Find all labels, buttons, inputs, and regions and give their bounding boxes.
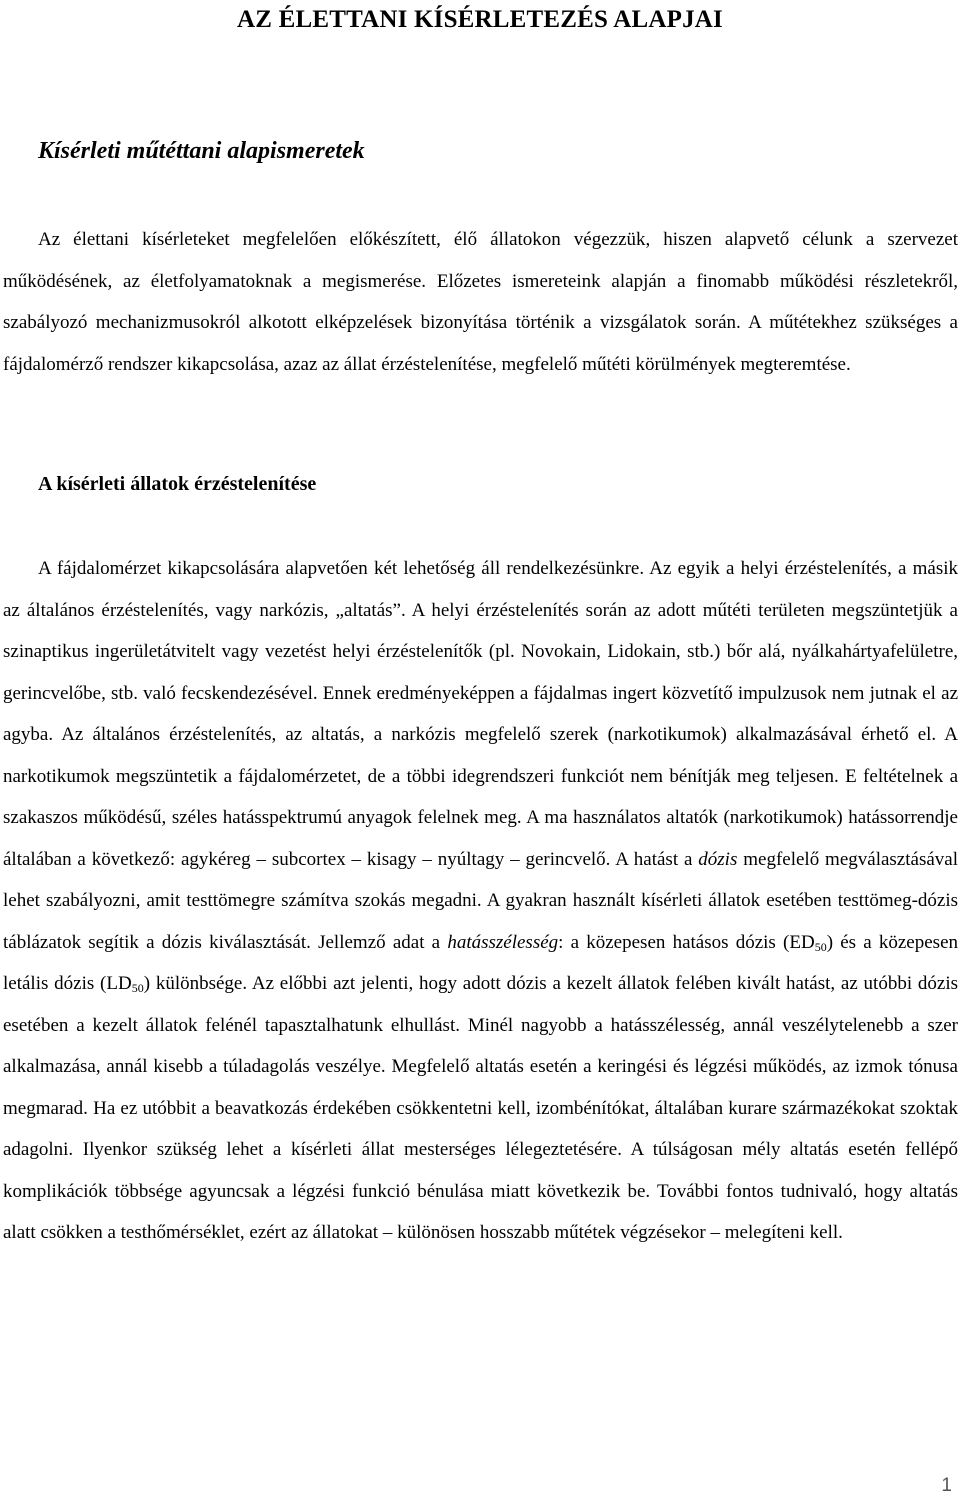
anesthesia-paragraph (3, 548, 958, 1254)
emphasis-effect-range: hatásszélesség (447, 931, 559, 953)
subscript-ld: 50 (131, 981, 144, 995)
intro-paragraph: Az élettani kísérleteket megfelelően előkészített, élő állatokon végezzük, hiszen alapvető célunk a szervezet működésének, az életfolyamatoknak a megismerése. Előzetes ismereteink alapján a finomabb működési részletekről, szabályozó mechanizmusokról alkotott elképzelések bizonyítása történik a vizsgálatok során. A műtétekhez szükséges a fájdalomérző rendszer kikapcsolása, azaz az állat érzéstelenítése, megfelelő műtéti körülmények megteremtése. (3, 229, 958, 375)
paragraph-text-4: ) és a közepesen letális dózis (LD (3, 931, 959, 994)
document-title: AZ ÉLETTANI KÍSÉRLETEZÉS ALAPJAI (237, 6, 723, 33)
page-number: 1 (941, 1475, 952, 1496)
paragraph-text-5: ) különbsége. Az előbbi azt jelenti, hogy adott dózis a kezelt állatok felében kivált hatást, az utóbbi dózis esetében a kezelt állatok felénél tapasztalhatunk elhullást. Minél nagyobb a hatásszélesség, annál veszélytelenebb a szer alkalmazása, annál kisebb a túladagolás veszélye. Megfelelő altatás esetén a keringési és légzési működés, az izmok tónusa megmarad. Ha ez utóbbit a beavatkozás érdekében csökkentetni kell, izombénítókat, általában kurare származékokat szoktak adagolni. Ilyenkor szükség lehet a kísérleti állat mesterséges lélegeztetésére. A túlságosan mély altatás esetén fellépő komplikációk többsége agyuncsak a légzési funkció bénulása miatt következik be. További fontos tudnivaló, hogy altatás alatt csökken a testhőmérséklet, ezért az állatokat – különösen hosszabb műtétek végzésekor – melegíteni kell. (3, 973, 959, 1243)
paragraph-text-2: megfelelő megválasztásával lehet szabályozni, amit testtömegre számítva szokás megadni. A gyakran használt kísérleti állatok esetében testtömeg-dózis táblázatok segítik a dózis kiválasztását. Jellemző adat a (3, 848, 958, 953)
anesthesia-heading: A kísérleti állatok érzéstelenítése (38, 473, 317, 495)
section-heading: Kísérleti műtéttani alapismeretek (38, 138, 365, 164)
emphasis-dose: dózis (698, 848, 738, 870)
subscript-ed: 50 (814, 939, 827, 954)
paragraph-text-3: : a közepesen hatásos dózis (ED (558, 931, 815, 953)
paragraph-text-1: A fájdalomérzet kikapcsolására alapvetően két lehetőség áll rendelkezésünkre. Az egyik a helyi érzéstelenítés, a másik az általános érzéstelenítés, vagy narkózis, „altatás”. A helyi érzéstelenítés során az adott műtéti területen megszüntetjük a szinaptikus ingerületátvitelt vagy vezetést helyi érzéstelenítők (pl. Novokain, Lidokain, stb.) bőr alá, nyálkahártyafelületre, gerincvelőbe, stb. való fecskendezésével. Ennek eredményeképpen a fájdalmas ingert közvetítő impulzusok nem jutnak el az agyba. Az általános érzéstelenítés, az altatás, a narkózis megfelelő szerek (narkotikumok) alkalmazásával érhető el. A narkotikumok megszüntetik a fájdalomérzetet, de a többi idegrendszeri funkciót nem bénítják meg teljesen. E feltételnek a szakaszos működésű, széles hatásspektrumú anyagok felelnek meg. A ma használatos altatók (narkotikumok) hatássorrendje általában a következő: agykéreg – subcortex – kisagy – nyúltagy – gerincvelő. A hatást a (3, 558, 958, 870)
